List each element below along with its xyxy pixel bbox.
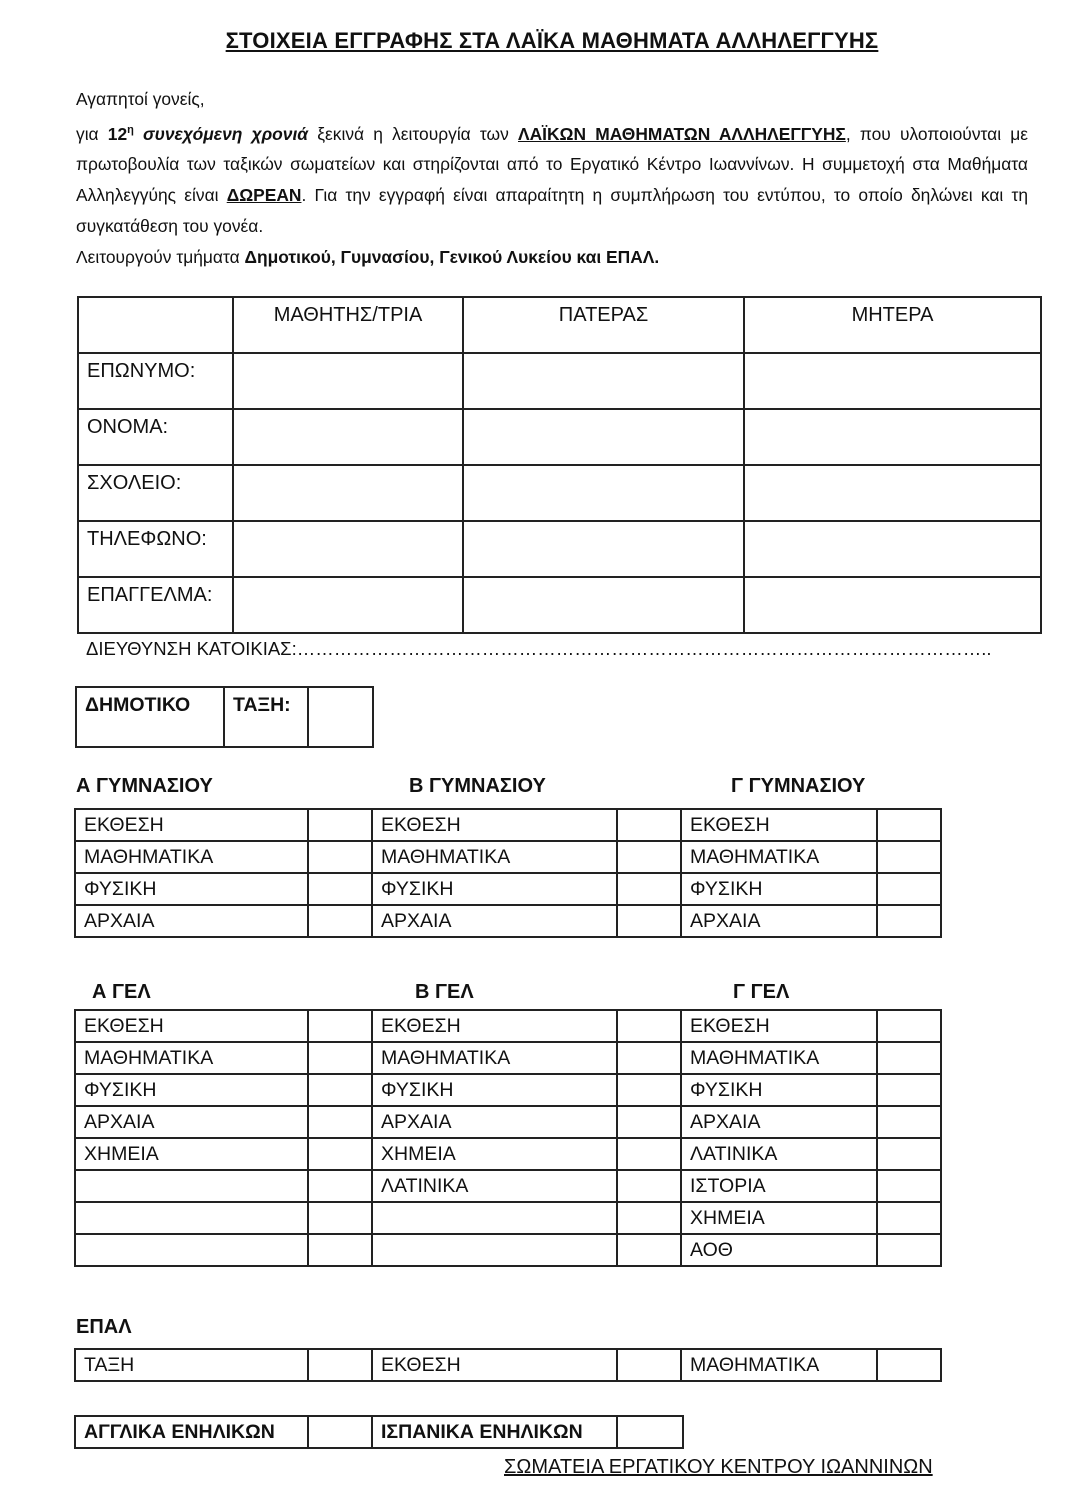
checkbox-cell[interactable]: [308, 873, 372, 905]
class-input[interactable]: [308, 687, 373, 747]
subject-label: ΧΗΜΕΙΑ: [75, 1138, 308, 1170]
input-cell[interactable]: [463, 521, 744, 577]
header-father: ΠΑΤΕΡΑΣ: [463, 297, 744, 353]
checkbox-cell[interactable]: [617, 1349, 681, 1381]
subject-label: ΜΑΘΗΜΑΤΙΚΑ: [372, 841, 617, 873]
input-cell[interactable]: [463, 409, 744, 465]
subject-label: ΜΑΘΗΜΑΤΙΚΑ: [372, 1042, 617, 1074]
greeting: Αγαπητοί γονείς,: [76, 89, 205, 109]
subject-label: ΕΚΘΕΣΗ: [75, 809, 308, 841]
subject-label: ΑΡΧΑΙΑ: [75, 905, 308, 937]
table-row: [75, 905, 941, 937]
table-row: [75, 1138, 941, 1170]
table-row: [75, 1234, 941, 1266]
footer-signature: ΣΩΜΑΤΕΙΑ ΕΡΓΑΤΙΚΟΥ ΚΕΝΤΡΟΥ ΙΩΑΝΝΙΝΩΝ: [504, 1456, 933, 1478]
table-row: [75, 1042, 941, 1074]
subject-label: ΦΥΣΙΚΗ: [75, 1074, 308, 1106]
checkbox-cell[interactable]: [308, 1170, 372, 1202]
row-label: ΣΧΟΛΕΙΟ:: [78, 465, 233, 521]
subject-label: ΛΑΤΙΝΙΚΑ: [681, 1138, 877, 1170]
header-blank: [78, 297, 233, 353]
checkbox-cell[interactable]: [877, 1106, 941, 1138]
checkbox-cell[interactable]: [877, 809, 941, 841]
row-label: ΤΗΛΕΦΩΝΟ:: [78, 521, 233, 577]
row-surname: [78, 353, 1041, 409]
heading-epal: ΕΠΑΛ: [76, 1316, 132, 1338]
checkbox-cell[interactable]: [308, 1202, 372, 1234]
heading-b-gel: Β ΓΕΛ: [415, 981, 474, 1003]
checkbox-cell[interactable]: [617, 1416, 683, 1448]
checkbox-cell[interactable]: [308, 1349, 372, 1381]
intro-paragraph: για $12^\eta$ συνεχόμενη χρονιά ξεκινά η λειτουργία των ΛΑΪΚΩΝ ΜΑΘΗΜΑΤΩΝ ΑΛΛΗΛΕΓΓΥΗΣ, που υλοποιούνται με πρωτοβουλία των ταξικών σωματείων και στηρίζονται από το Εργατικό Κέντρο Ιωαννίνων. Η συμμετοχή στα Μαθήματα Αλληλεγγύης είναι ΔΩΡΕΑΝ. Για την εγγραφή είναι απαραίτητη η συμπλήρωση του εντύπου, το οποίο δηλώνει και τη συγκατάθεση του γονέα.: [76, 123, 1029, 236]
input-cell[interactable]: [744, 577, 1041, 633]
subject-label: ΦΥΣΙΚΗ: [681, 873, 877, 905]
checkbox-cell[interactable]: [308, 1042, 372, 1074]
checkbox-cell[interactable]: [617, 1010, 681, 1042]
table-row: [75, 841, 941, 873]
epal-table: [74, 1348, 942, 1382]
input-cell[interactable]: [463, 465, 744, 521]
subject-label: [372, 1202, 617, 1234]
input-cell[interactable]: [233, 521, 463, 577]
intro-text: [76, 84, 1028, 273]
table-row: [75, 1106, 941, 1138]
row-label: ΕΠΩΝΥΜΟ:: [78, 353, 233, 409]
english-adults-label: ΑΓΓΛΙΚΑ ΕΝΗΛΙΚΩΝ: [75, 1416, 308, 1448]
input-cell[interactable]: [233, 465, 463, 521]
subject-label: ΜΑΘΗΜΑΤΙΚΑ: [681, 1042, 877, 1074]
address-field[interactable]: ΔΙΕΥΘΥΝΣΗ ΚΑΤΟΙΚΙΑΣ:…………………………………………………………………………………………………..: [86, 638, 992, 659]
heading-c-gymnasiou: Γ ΓΥΜΝΑΣΙΟΥ: [731, 775, 866, 797]
header-student: ΜΑΘΗΤΗΣ/ΤΡΙΑ: [233, 297, 463, 353]
dimotiko-table: [75, 686, 374, 748]
input-cell[interactable]: [744, 353, 1041, 409]
table-row: [75, 1349, 941, 1381]
table-row: [75, 809, 941, 841]
row-label: ΟΝΟΜΑ:: [78, 409, 233, 465]
subject-label: ΕΚΘΕΣΗ: [681, 1010, 877, 1042]
checkbox-cell[interactable]: [617, 1074, 681, 1106]
subject-label: ΜΑΘΗΜΑΤΙΚΑ: [681, 841, 877, 873]
heading-a-gymnasiou: Α ΓΥΜΝΑΣΙΟΥ: [76, 775, 213, 797]
row-profession: [78, 577, 1041, 633]
checkbox-cell[interactable]: [877, 873, 941, 905]
input-cell[interactable]: [233, 409, 463, 465]
table-row: [75, 873, 941, 905]
checkbox-cell[interactable]: [617, 1202, 681, 1234]
subject-label: ΑΡΧΑΙΑ: [75, 1106, 308, 1138]
subject-label: ΑΡΧΑΙΑ: [681, 905, 877, 937]
gymnasio-table: [74, 808, 942, 938]
subject-label: ΦΥΣΙΚΗ: [372, 873, 617, 905]
input-cell[interactable]: [744, 409, 1041, 465]
subject-label: [75, 1170, 308, 1202]
subject-label: ΦΥΣΙΚΗ: [681, 1074, 877, 1106]
checkbox-cell[interactable]: [617, 1234, 681, 1266]
subject-label: ΙΣΤΟΡΙΑ: [681, 1170, 877, 1202]
checkbox-cell[interactable]: [617, 1170, 681, 1202]
input-cell[interactable]: [744, 521, 1041, 577]
checkbox-cell[interactable]: [308, 1138, 372, 1170]
epal-class-label: ΤΑΞΗ: [75, 1349, 308, 1381]
checkbox-cell[interactable]: [308, 1074, 372, 1106]
checkbox-cell[interactable]: [308, 905, 372, 937]
subject-label: ΦΥΣΙΚΗ: [75, 873, 308, 905]
checkbox-cell[interactable]: [308, 1010, 372, 1042]
subject-label: ΜΑΘΗΜΑΤΙΚΑ: [75, 841, 308, 873]
subject-label: [372, 1234, 617, 1266]
checkbox-cell[interactable]: [877, 905, 941, 937]
checkbox-cell[interactable]: [617, 1042, 681, 1074]
input-cell[interactable]: [463, 353, 744, 409]
checkbox-cell[interactable]: [617, 873, 681, 905]
subject-label: ΧΗΜΕΙΑ: [681, 1202, 877, 1234]
gel-table: [74, 1009, 942, 1267]
checkbox-cell[interactable]: [877, 1170, 941, 1202]
checkbox-cell[interactable]: [617, 905, 681, 937]
input-cell[interactable]: [463, 577, 744, 633]
table-row: [75, 1202, 941, 1234]
checkbox-cell[interactable]: [617, 809, 681, 841]
subject-label: ΑΡΧΑΙΑ: [372, 905, 617, 937]
table-row: [75, 1170, 941, 1202]
checkbox-cell[interactable]: [877, 1234, 941, 1266]
row-label: ΕΠΑΓΓΕΛΜΑ:: [78, 577, 233, 633]
header-mother: ΜΗΤΕΡΑ: [744, 297, 1041, 353]
subject-label: ΕΚΘΕΣΗ: [75, 1010, 308, 1042]
row-name: [78, 409, 1041, 465]
subject-label: ΑΡΧΑΙΑ: [372, 1106, 617, 1138]
table-row: [75, 1074, 941, 1106]
checkbox-cell[interactable]: [877, 1349, 941, 1381]
subject-label: ΧΗΜΕΙΑ: [372, 1138, 617, 1170]
checkbox-cell[interactable]: [877, 1010, 941, 1042]
subject-label: ΕΚΘΕΣΗ: [372, 1010, 617, 1042]
input-cell[interactable]: [233, 577, 463, 633]
intro-departments: Λειτουργούν τμήματα Δημοτικού, Γυμνασίου, Γενικού Λυκείου και ΕΠΑΛ.: [76, 246, 660, 267]
heading-a-gel: Α ΓΕΛ: [92, 981, 151, 1003]
details-table: [77, 296, 1042, 634]
row-phone: [78, 521, 1041, 577]
checkbox-cell[interactable]: [308, 809, 372, 841]
subject-label: ΑΡΧΑΙΑ: [681, 1106, 877, 1138]
subject-label: ΕΚΘΕΣΗ: [372, 1349, 617, 1381]
heading-b-gymnasiou: Β ΓΥΜΝΑΣΙΟΥ: [409, 775, 546, 797]
input-cell[interactable]: [233, 353, 463, 409]
checkbox-cell[interactable]: [308, 1416, 372, 1448]
subject-label: ΜΑΘΗΜΑΤΙΚΑ: [75, 1042, 308, 1074]
subject-label: ΕΚΘΕΣΗ: [681, 809, 877, 841]
details-header-row: [78, 297, 1041, 353]
checkbox-cell[interactable]: [308, 1106, 372, 1138]
checkbox-cell[interactable]: [308, 841, 372, 873]
checkbox-cell[interactable]: [877, 1042, 941, 1074]
checkbox-cell[interactable]: [617, 1138, 681, 1170]
heading-c-gel: Γ ΓΕΛ: [733, 981, 790, 1003]
subject-label: ΜΑΘΗΜΑΤΙΚΑ: [681, 1349, 877, 1381]
subject-label: [75, 1202, 308, 1234]
page-title: ΣΤΟΙΧΕΙΑ ΕΓΓΡΑΦΗΣ ΣΤΑ ΛΑΪΚΑ ΜΑΘΗΜΑΤΑ ΑΛΛΗΛΕΓΓΥΗΣ: [225, 28, 879, 53]
checkbox-cell[interactable]: [877, 1138, 941, 1170]
table-row: [75, 1416, 683, 1448]
subject-label: [75, 1234, 308, 1266]
adult-courses-table: [74, 1415, 684, 1449]
checkbox-cell[interactable]: [877, 1074, 941, 1106]
spanish-adults-label: ΙΣΠΑΝΙΚΑ ΕΝΗΛΙΚΩΝ: [372, 1416, 617, 1448]
checkbox-cell[interactable]: [877, 841, 941, 873]
row-school: [78, 465, 1041, 521]
subject-label: ΦΥΣΙΚΗ: [372, 1074, 617, 1106]
checkbox-cell[interactable]: [308, 1234, 372, 1266]
subject-label: ΑΟΘ: [681, 1234, 877, 1266]
dimotiko-label: ΔΗΜΟΤΙΚΟ: [76, 687, 224, 747]
checkbox-cell[interactable]: [877, 1202, 941, 1234]
checkbox-cell[interactable]: [617, 841, 681, 873]
subject-label: ΕΚΘΕΣΗ: [372, 809, 617, 841]
class-label: ΤΑΞΗ:: [224, 687, 308, 747]
table-row: [75, 1010, 941, 1042]
checkbox-cell[interactable]: [617, 1106, 681, 1138]
subject-label: ΛΑΤΙΝΙΚΑ: [372, 1170, 617, 1202]
input-cell[interactable]: [744, 465, 1041, 521]
